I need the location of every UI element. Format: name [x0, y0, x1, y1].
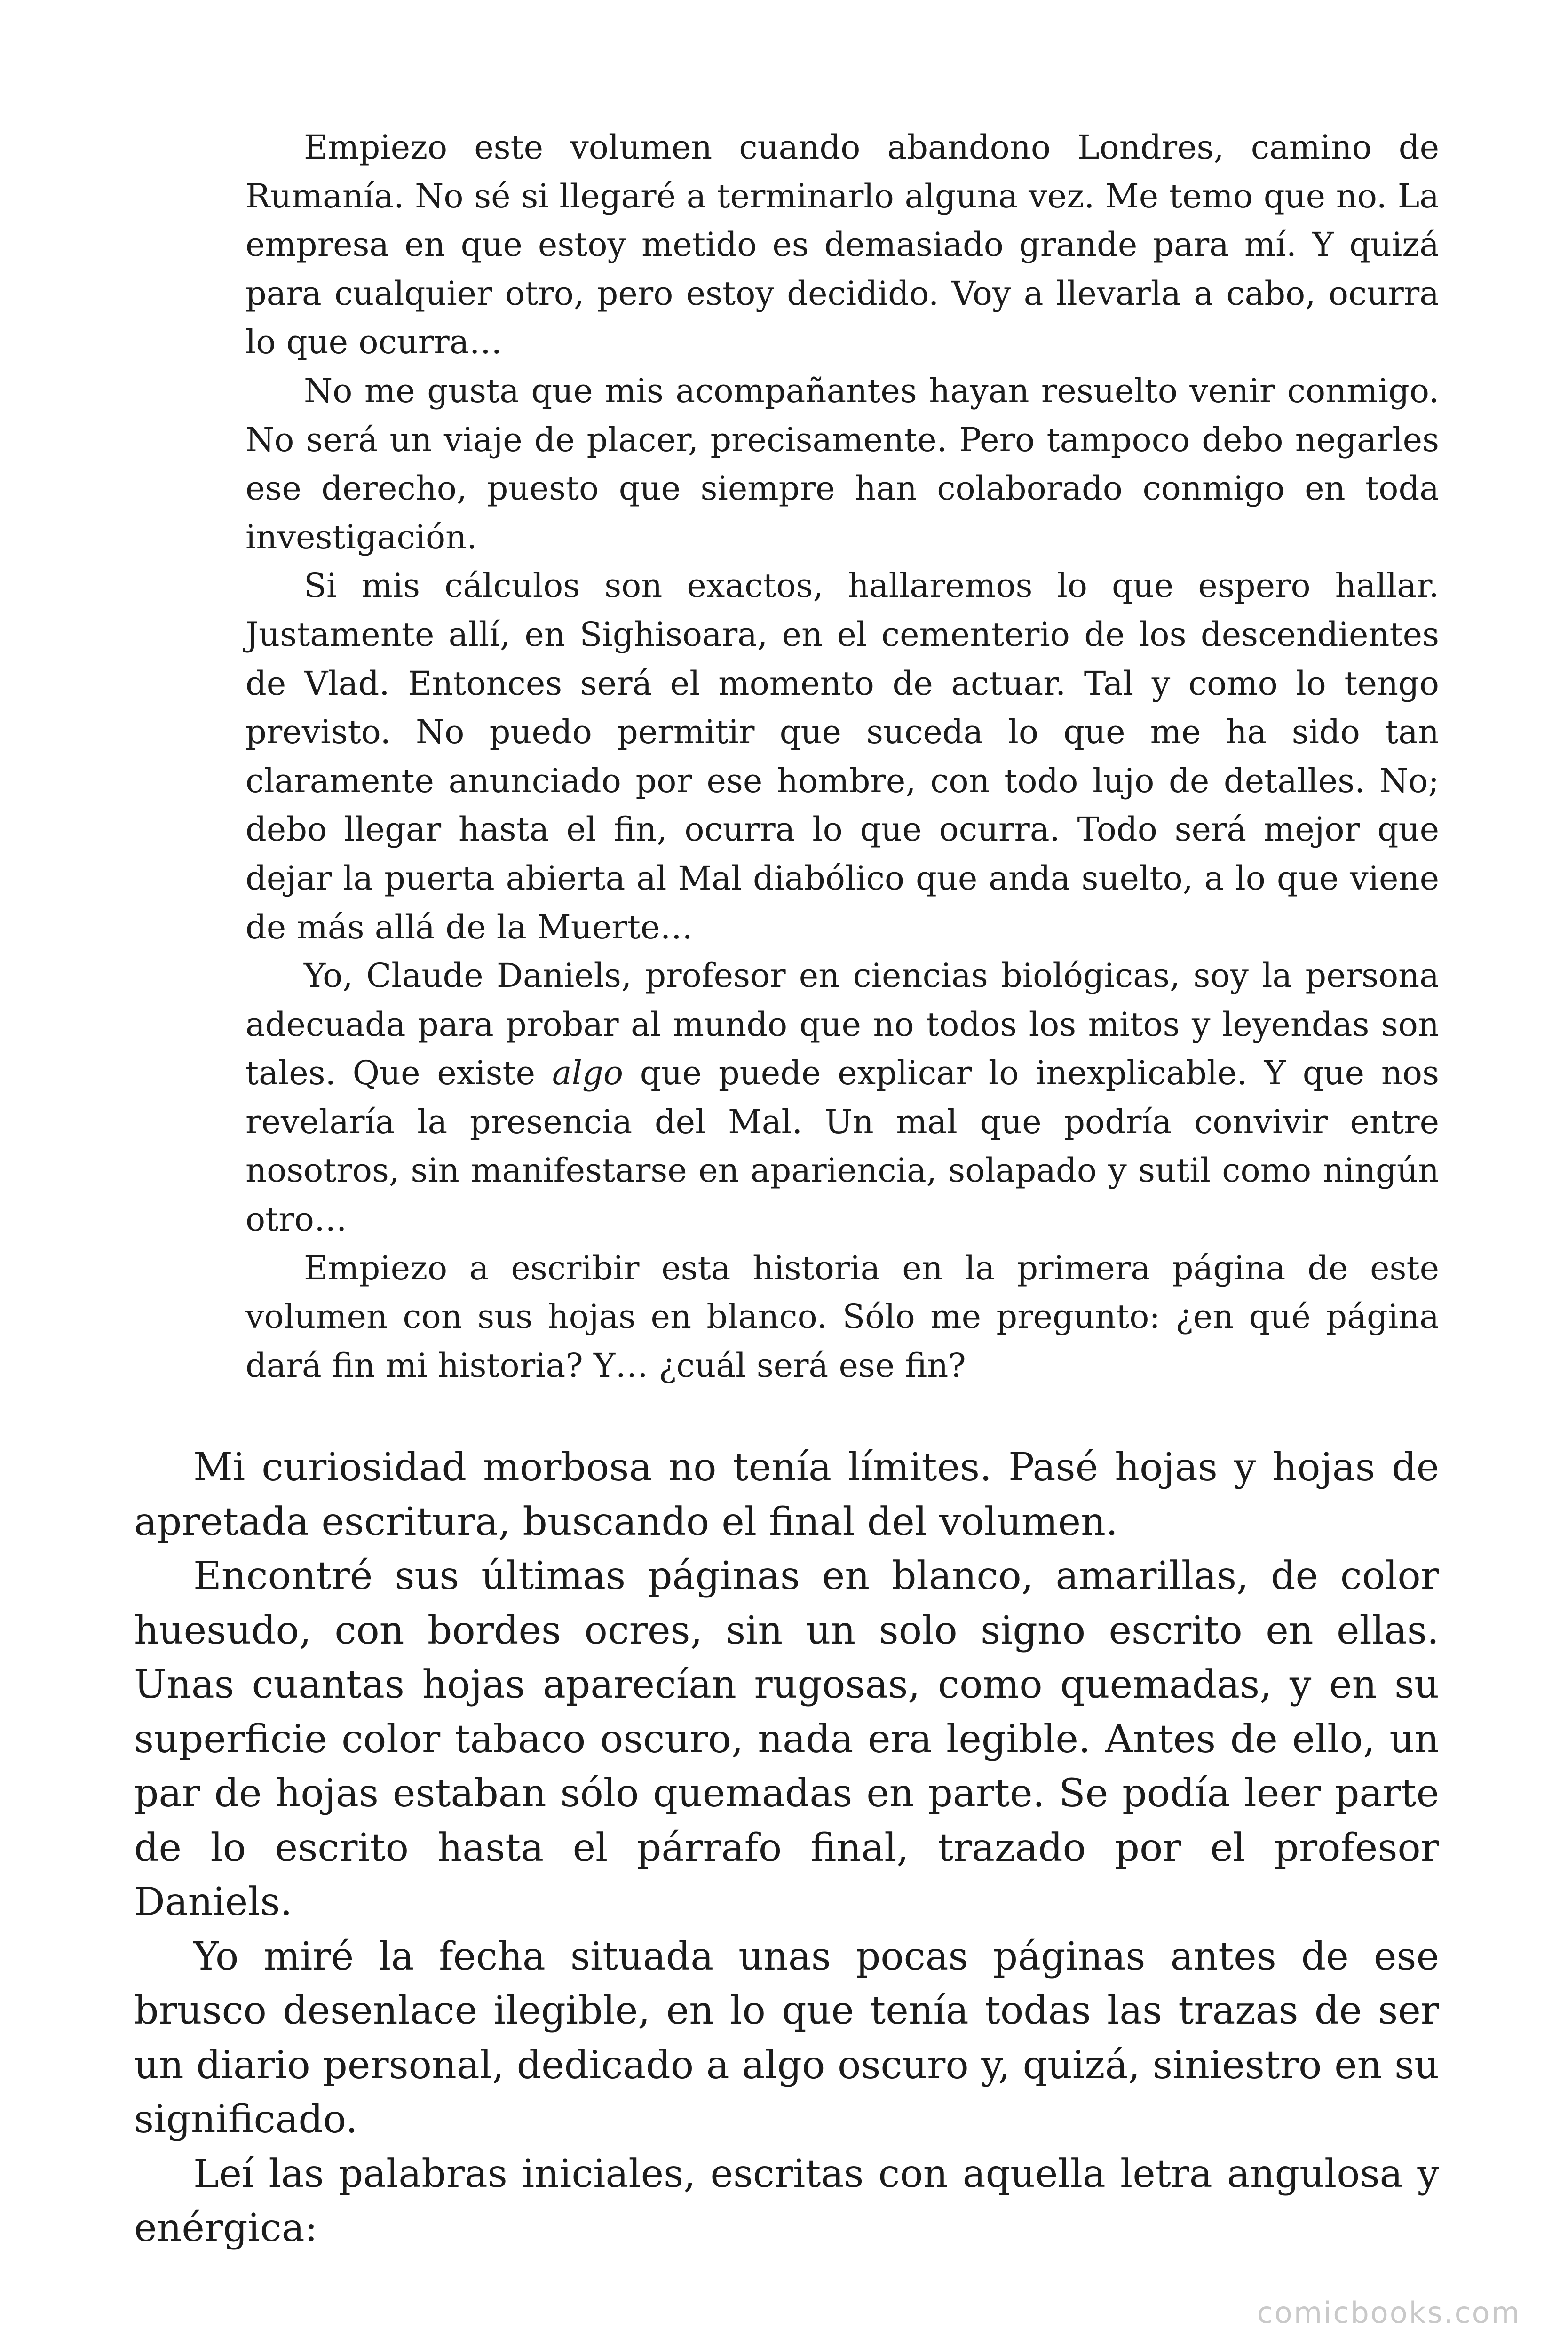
- quote-paragraph: Si mis cálculos son exactos, hallaremos lo que espero hallar. Justamente allí, en Sighisoara, en el cementerio de los descendientes de Vlad. Entonces será el momento de actuar. Tal y como lo tengo previsto. No puedo permitir que suceda lo que me ha sido tan claramente anunciado por ese hombre, con todo lujo de detalles. No; debo llegar hasta el fin, ocurra lo que ocurra. Todo será mejor que dejar la puerta abierta al Mal diabólico que anda suelto, a lo que viene de más allá de la Muerte…: [245, 566, 1439, 946]
- quote-paragraph: [245, 952, 1439, 1244]
- diary-quote-block: [245, 123, 1439, 1390]
- quote-text: Yo, Claude Daniels, profesor en ciencias biológicas, soy la persona adecuada para probar al mundo que no todos los mitos y leyendas son tales. Que existe: [245, 956, 1439, 1093]
- body-paragraph: Yo miré la fecha situada unas pocas páginas antes de ese brusco desenlace ilegible, en lo que tenía todas las trazas de ser un diario personal, dedicado a algo oscuro y, quizá, siniestro en su significado.: [134, 1934, 1439, 2142]
- narrative-body: [134, 1440, 1439, 2256]
- quote-paragraph: Empiezo a escribir esta historia en la primera página de este volumen con sus hojas en blanco. Sólo me pregunto: ¿en qué página dará fin mi historia? Y… ¿cuál será ese fin?: [245, 1248, 1439, 1385]
- quote-emphasis: algo: [552, 1054, 623, 1093]
- body-paragraph: Leí las palabras iniciales, escritas con aquella letra angulosa y enérgica:: [134, 2151, 1439, 2250]
- body-paragraph: Mi curiosidad morbosa no tenía límites. Pasé hojas y hojas de apretada escritura, buscando el final del volumen.: [134, 1445, 1439, 1544]
- quote-paragraph: Empiezo este volumen cuando abandono Londres, camino de Rumanía. No sé si llegaré a terminarlo alguna vez. Me temo que no. La empresa en que estoy metido es demasiado grande para mí. Y quizá para cualquier otro, pero estoy decidido. Voy a llevarla a cabo, ocurra lo que ocurra…: [245, 128, 1439, 362]
- quote-text: que puede explicar lo inexplicable. Y que nos revelaría la presencia del Mal. Un mal que podría convivir entre nosotros, sin manifestarse en apariencia, solapado y sutil como ningún otro…: [245, 1054, 1440, 1239]
- watermark: comicbooks.com: [1257, 2296, 1521, 2330]
- body-paragraph: Encontré sus últimas páginas en blanco, amarillas, de color huesudo, con bordes ocres, sin un solo signo escrito en ellas. Unas cuantas hojas aparecían rugosas, como quemadas, y en su superficie color tabaco oscuro, nada era legible. Antes de ello, un par de hojas estaban sólo quemadas en parte. Se podía leer parte de lo escrito hasta el párrafo final, trazado por el profesor Daniels.: [134, 1554, 1439, 1924]
- quote-paragraph: No me gusta que mis acompañantes hayan resuelto venir conmigo. No será un viaje de placer, precisamente. Pero tampoco debo negarles ese derecho, puesto que siempre han colaborado conmigo en toda investigación.: [245, 371, 1439, 556]
